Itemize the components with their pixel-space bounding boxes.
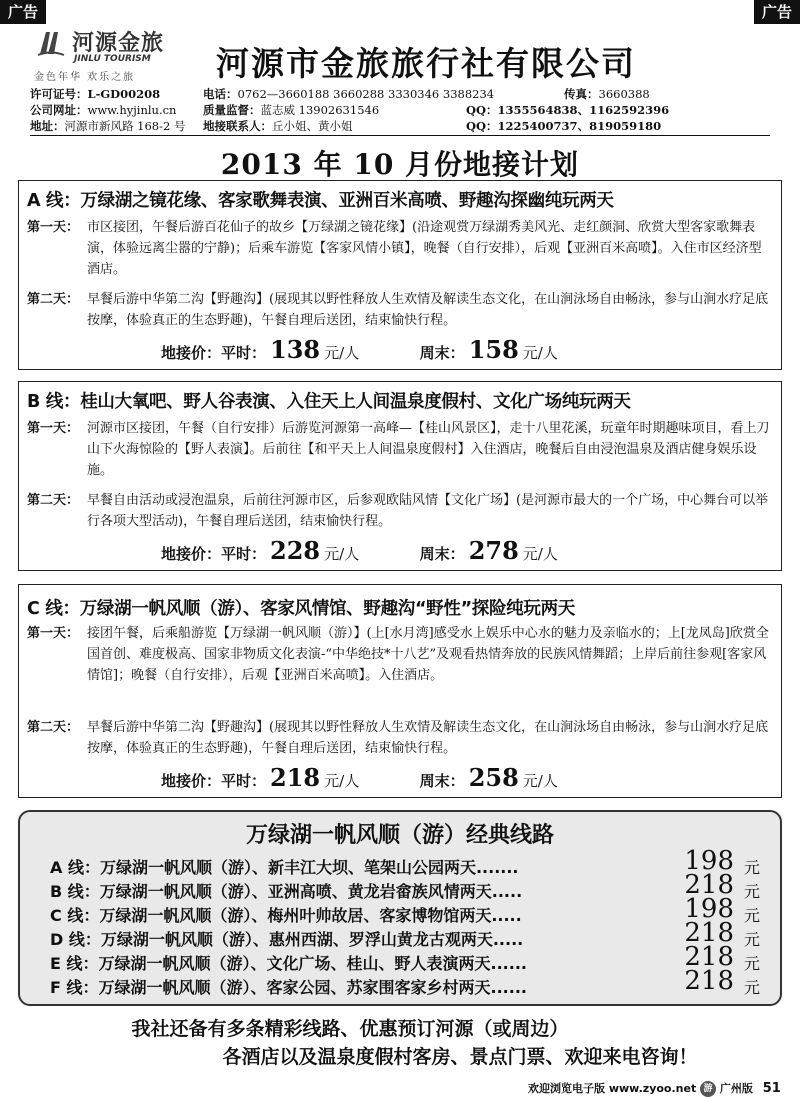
classic-route-unit: 元	[743, 930, 760, 949]
classic-route-f	[50, 966, 760, 997]
fax-info	[564, 86, 650, 102]
weekend-price: 278	[468, 536, 519, 565]
qq1-label: QQ：	[466, 103, 498, 117]
classic-route-unit: 元	[743, 906, 760, 925]
ad-badge-left: 广告	[0, 0, 46, 24]
route-a-day2	[27, 289, 773, 331]
fax-value: 3660388	[598, 87, 650, 101]
classic-routes-box	[18, 810, 782, 1006]
weekday-price: 138	[270, 335, 321, 364]
license-label: 许可证号：	[30, 87, 88, 101]
qq2-value: 1225400737、819059180	[497, 119, 662, 133]
phone-info	[203, 86, 494, 102]
plan-title: 2013 年 10 月份地接计划	[220, 148, 580, 181]
day-text: 早餐后游中华第二沟【野趣沟】(展现其以野性释放人生欢情及解读生态文化，在山涧泳场自由畅泳，参与山涧水疗足底按摩，体验真正的生态野趣)，午餐自理后送团，结束愉快行程。	[87, 292, 769, 328]
classic-routes-title: 万绿湖一帆风顺（游）经典线路	[245, 823, 554, 848]
qq2-label: QQ：	[466, 119, 498, 133]
logo-name-en: JINLU TOURISM	[74, 54, 151, 64]
license-info	[30, 86, 160, 102]
classic-route-label: E 线：万绿湖一帆风顺（游）、文化广场、桂山、野人表演两天......	[50, 954, 527, 973]
company-name: 河源市金旅旅行社有限公司	[216, 44, 636, 83]
classic-route-price: 198	[684, 846, 734, 876]
route-b-title: B 线：桂山大氧吧、野人谷表演、入住天上人间温泉度假村、文化广场纯玩两天	[27, 392, 631, 412]
route-section-b	[18, 381, 782, 571]
route-c-day1	[27, 623, 773, 686]
classic-route-unit: 元	[743, 858, 760, 877]
price-prefix: 地接价：	[161, 344, 222, 362]
price-unit: 元/人	[324, 344, 360, 362]
weekday-label: 平时：	[221, 344, 267, 362]
day-label: 第一天：	[27, 421, 80, 436]
website-link[interactable]: www.hyjinlu.cn	[87, 103, 177, 117]
classic-route-price: 218	[684, 966, 734, 996]
phone-label: 电话：	[203, 87, 238, 101]
classic-route-price: 218	[684, 918, 734, 948]
website-info	[30, 102, 176, 118]
day-label: 第二天：	[27, 720, 80, 735]
weekday-price: 218	[270, 763, 321, 792]
footer-edition: 广州版	[719, 1082, 753, 1095]
classic-route-d	[50, 918, 760, 949]
day-text: 市区接团，午餐后游百花仙子的故乡【万绿湖之镜花缘】(沿途观赏万绿湖秀美风光、走红颜洞、欣赏大型客家歌舞表演，体验远离尘嚣的宁静)；后乘车游览【客家风情小镇】，晚餐（自行安排），后观【亚洲百米高喷】。入住市区经济型酒店。	[87, 220, 762, 277]
day-text: 接团午餐，后乘船游览【万绿湖一帆风顺（游）】(上[水月湾]感受水上娱乐中心水的魅力及亲临水的；上[龙凤岛]欣赏全国首创、难度极高、国家非物质文化表演-“中华绝技*十八艺”及观看热情奔放的民族风情舞蹈；上岸后前往参观[客家风情馆]；晚餐（自行安排），后观【亚洲百米高喷】。入住酒店。	[87, 626, 769, 683]
zyoo-badge-icon: 游	[700, 1081, 716, 1097]
promo-line-2: 各酒店以及温泉度假村客房、景点门票、欢迎来电咨询！	[222, 1046, 698, 1068]
weekend-label: 周末：	[419, 772, 465, 790]
footer	[528, 1080, 781, 1097]
route-c-day2	[27, 717, 773, 759]
classic-route-label: D 线：万绿湖一帆风顺（游）、惠州西湖、罗浮山黄龙古观两天.....	[50, 930, 524, 949]
weekend-label: 周末：	[419, 344, 465, 362]
fax-label: 传真：	[564, 87, 599, 101]
logo-slogan: 金色年华 欢乐之旅	[34, 72, 136, 83]
supervisor-info	[203, 102, 379, 118]
day-label: 第二天：	[27, 292, 80, 307]
route-a-price	[161, 335, 558, 364]
classic-route-unit: 元	[743, 954, 760, 973]
route-b-price	[161, 536, 558, 565]
route-c-title: C 线：万绿湖一帆风顺（游）、客家风情馆、野趣沟“野性”探险纯玩两天	[27, 599, 575, 619]
classic-route-price: 198	[684, 894, 734, 924]
classic-route-label: F 线：万绿湖一帆风顺（游）、客家公园、苏家围客家乡村两天......	[50, 978, 527, 997]
address-info	[30, 118, 185, 134]
day-text: 早餐自由活动或浸泡温泉，后前往河源市区，后参观欧陆风情【文化广场】(是河源市最大的一个广场，中心舞台可以举行各项大型活动)，午餐自理后送团，结束愉快行程。	[87, 493, 769, 529]
supervisor-value: 蓝志威 13902631546	[260, 103, 380, 117]
address-label: 地址：	[30, 119, 65, 133]
phone-value: 0762—3660188 3660288 3330346 3388234	[237, 87, 495, 101]
classic-route-label: B 线：万绿湖一帆风顺（游）、亚洲高喷、黄龙岩畲族风情两天.....	[50, 882, 523, 901]
contact-info	[203, 118, 353, 134]
classic-route-label: C 线：万绿湖一帆风顺（游）、梅州叶帅故居、客家博物馆两天.....	[50, 906, 522, 925]
day-text: 早餐后游中华第二沟【野趣沟】(展现其以野性释放人生欢情及解读生态文化，在山涧泳场自由畅泳，参与山涧水疗足底按摩，体验真正的生态野趣)，午餐自理后送团，结束愉快行程。	[87, 720, 769, 756]
price-unit: 元/人	[324, 772, 360, 790]
day-label: 第二天：	[27, 493, 80, 508]
classic-route-label: A 线：万绿湖一帆风顺（游）、新丰江大坝、笔架山公园两天.......	[50, 858, 519, 877]
route-section-a	[18, 180, 782, 370]
price-unit: 元/人	[522, 344, 558, 362]
address-value: 河源市新风路 168-2 号	[64, 119, 186, 133]
price-prefix: 地接价：	[161, 545, 222, 563]
route-a-day1	[27, 217, 773, 280]
weekday-price: 228	[270, 536, 321, 565]
qq-info-2	[466, 118, 661, 134]
price-unit: 元/人	[522, 545, 558, 563]
day-label: 第一天：	[27, 220, 80, 235]
classic-route-c	[50, 894, 760, 925]
classic-route-unit: 元	[743, 882, 760, 901]
classic-route-unit: 元	[743, 978, 760, 997]
price-unit: 元/人	[324, 545, 360, 563]
website-label: 公司网址：	[30, 103, 88, 117]
route-b-day1	[27, 418, 773, 481]
weekday-label: 平时：	[221, 545, 267, 563]
classic-route-b	[50, 870, 760, 901]
contact-label: 地接联系人：	[203, 119, 272, 133]
weekday-label: 平时：	[221, 772, 267, 790]
company-logo	[28, 24, 188, 84]
header-divider	[30, 135, 770, 136]
logo-name-cn: 河源金旅	[72, 31, 165, 56]
price-unit: 元/人	[522, 772, 558, 790]
logo-mark-icon	[36, 28, 66, 58]
qq1-value: 1355564838、1162592396	[497, 103, 670, 117]
route-a-title: A 线：万绿湖之镜花缘、客家歌舞表演、亚洲百米高喷、野趣沟探幽纯玩两天	[27, 191, 614, 211]
price-prefix: 地接价：	[161, 772, 222, 790]
contact-value: 丘小姐、黄小姐	[272, 119, 353, 133]
classic-route-e	[50, 942, 760, 973]
day-label: 第一天：	[27, 626, 80, 641]
license-value: L-GD00208	[87, 87, 161, 101]
route-c-price	[161, 763, 558, 792]
classic-route-price: 218	[684, 942, 734, 972]
weekend-price: 158	[468, 335, 519, 364]
classic-route-a	[50, 846, 760, 877]
weekend-price: 258	[468, 763, 519, 792]
supervisor-label: 质量监督：	[203, 103, 261, 117]
route-section-c	[18, 584, 782, 798]
footer-site[interactable]: 欢迎浏览电子版 www.zyoo.net	[528, 1082, 697, 1095]
page-number: 51	[762, 1081, 781, 1096]
classic-route-price: 218	[684, 870, 734, 900]
day-text: 河源市区接团，午餐（自行安排）后游览河源第一高峰—【桂山风景区】，走十八里花溪，玩童年时期趣味项目，看上刀山下火海惊险的【野人表演】。后前往【和平天上人间温泉度假村】入住酒店，晚餐后自由浸泡温泉及酒店健身娱乐设施。	[87, 421, 770, 478]
ad-badge-right: 广告	[754, 0, 800, 24]
qq-info-1	[466, 102, 669, 118]
weekend-label: 周末：	[419, 545, 465, 563]
route-b-day2	[27, 490, 773, 532]
promo-line-1: 我社还备有多条精彩线路、优惠预订河源（或周边）	[131, 1018, 569, 1040]
